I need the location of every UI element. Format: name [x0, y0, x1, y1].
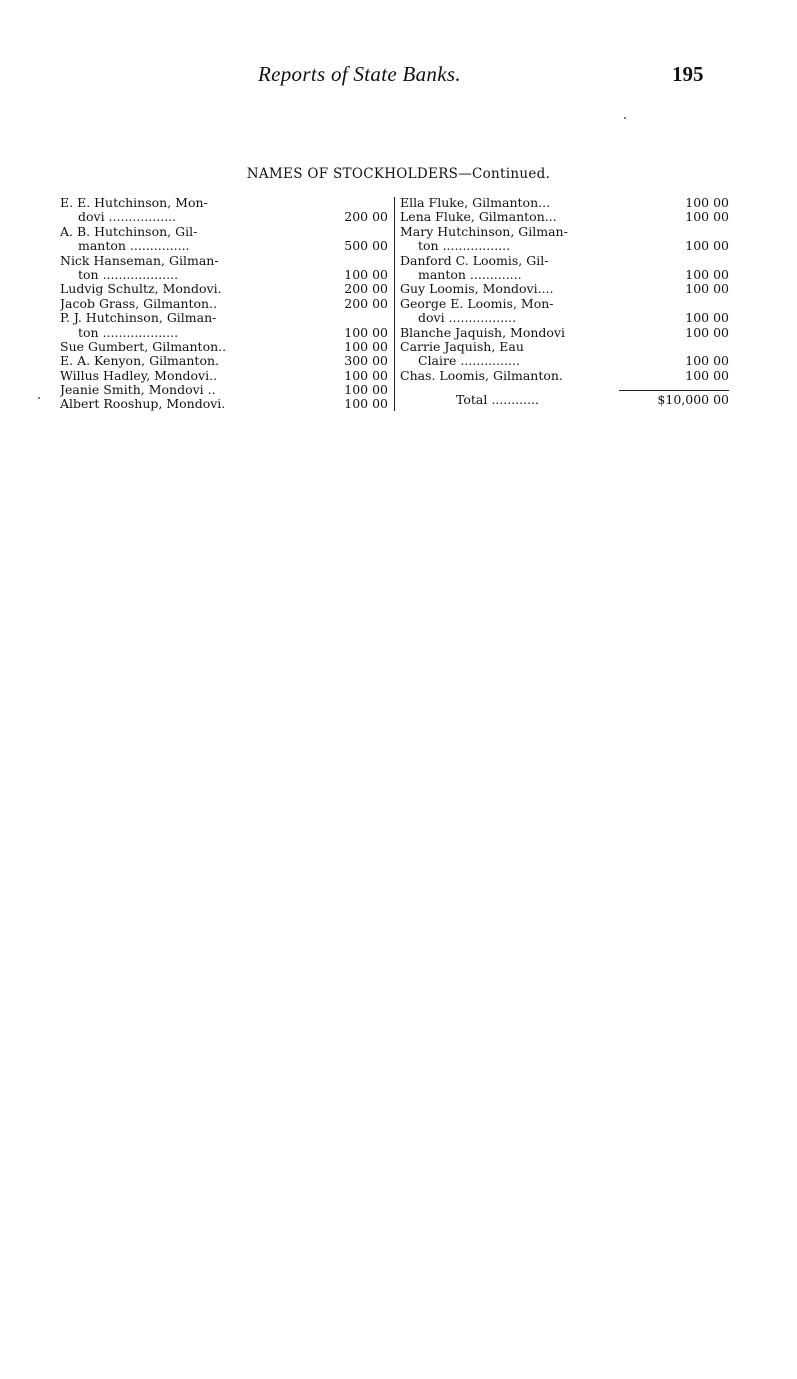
- stockholder-entry: [60, 397, 388, 411]
- stockholder-entry: [400, 225, 729, 254]
- share-amount: 100 00: [344, 367, 388, 383]
- entry-line: [400, 326, 729, 340]
- ink-speck: [624, 117, 626, 119]
- stockholder-name: Claire ...............: [418, 354, 520, 369]
- entry-line: [400, 354, 729, 368]
- share-amount: 100 00: [685, 281, 729, 297]
- stockholder-name: A. B. Hutchinson, Gil-: [60, 224, 198, 239]
- page-number: 195: [672, 62, 704, 86]
- stockholder-name: ton ...................: [78, 267, 179, 282]
- stockholder-entry: [60, 196, 388, 225]
- stockholder-entry: [60, 354, 388, 368]
- stockholder-entry: [60, 282, 388, 296]
- share-amount: 100 00: [685, 238, 729, 254]
- total-amount: $10,000 00: [657, 392, 729, 408]
- stockholder-entry: [400, 196, 729, 210]
- total-row: [400, 390, 729, 408]
- total-spacer: [400, 383, 729, 390]
- stockholder-entry: [400, 340, 729, 369]
- stockholder-name: manton .............: [418, 267, 522, 282]
- stockholder-name: ton ...................: [78, 325, 179, 340]
- entry-line: [400, 282, 729, 296]
- entry-line: [60, 239, 388, 253]
- stockholder-name: Carrie Jaquish, Eau: [400, 339, 524, 354]
- entry-line: [60, 354, 388, 368]
- entry-line: [60, 254, 388, 268]
- total-label: Total ............: [456, 392, 540, 408]
- stockholder-name: Chas. Loomis, Gilmanton.: [400, 368, 563, 383]
- entry-line: [400, 268, 729, 282]
- share-amount: 100 00: [344, 396, 388, 412]
- stockholder-name: dovi .................: [78, 210, 177, 225]
- entry-line: [400, 225, 729, 239]
- entry-line: [400, 210, 729, 224]
- stockholder-name: Guy Loomis, Mondovi....: [400, 282, 554, 297]
- share-amount: 100 00: [344, 338, 388, 354]
- entry-line: [60, 210, 388, 224]
- stockholder-entry: [400, 326, 729, 340]
- entry-line: [60, 397, 388, 411]
- entry-line: [60, 383, 388, 397]
- ink-speck: [38, 397, 40, 399]
- share-amount: 500 00: [344, 238, 388, 254]
- entry-line: [60, 297, 388, 311]
- entry-line: [60, 225, 388, 239]
- stockholder-name: Ludvig Schultz, Mondovi.: [60, 282, 222, 297]
- stockholder-entry: [400, 297, 729, 326]
- share-amount: 200 00: [344, 295, 388, 311]
- stockholder-name: P. J. Hutchinson, Gilman-: [60, 311, 217, 326]
- share-amount: 100 00: [344, 324, 388, 340]
- stockholder-name: Ella Fluke, Gilmanton...: [400, 196, 551, 210]
- running-head: [0, 62, 797, 92]
- entry-line: [400, 297, 729, 311]
- stockholder-name: E. E. Hutchinson, Mon-: [60, 196, 208, 210]
- entry-line: [400, 311, 729, 325]
- stockholder-entry: [400, 254, 729, 283]
- share-amount: 300 00: [344, 353, 388, 369]
- stockholder-name: Jeanie Smith, Mondovi ..: [60, 383, 216, 398]
- share-amount: 200 00: [344, 281, 388, 297]
- stockholder-name: ton .................: [418, 239, 511, 254]
- entry-line: [400, 369, 729, 383]
- share-amount: 100 00: [685, 367, 729, 383]
- share-amount: 100 00: [685, 310, 729, 326]
- entry-line: [60, 282, 388, 296]
- entry-line: [400, 254, 729, 268]
- share-amount: 200 00: [344, 209, 388, 225]
- entry-line: [60, 268, 388, 282]
- stockholder-name: Nick Hanseman, Gilman-: [60, 253, 219, 268]
- stockholder-entry: [60, 311, 388, 340]
- stockholder-name: Blanche Jaquish, Mondovi: [400, 325, 565, 340]
- share-amount: 100 00: [344, 266, 388, 282]
- share-amount: 100 00: [685, 209, 729, 225]
- entry-line: [400, 239, 729, 253]
- entry-line: [60, 326, 388, 340]
- stockholder-name: Lena Fluke, Gilmanton...: [400, 210, 557, 225]
- entry-line: [60, 196, 388, 210]
- stockholder-name: Sue Gumbert, Gilmanton..: [60, 339, 227, 354]
- stockholder-entry: [60, 383, 388, 397]
- entry-line: [400, 196, 729, 210]
- share-amount: 100 00: [685, 324, 729, 340]
- stockholder-entry: [60, 297, 388, 311]
- stockholder-name: E. A. Kenyon, Gilmanton.: [60, 354, 219, 369]
- stockholder-entry: [400, 210, 729, 224]
- stockholders-left-column: [60, 196, 388, 412]
- share-amount: 100 00: [685, 266, 729, 282]
- running-title: Reports of State Banks.: [258, 62, 461, 86]
- stockholder-entry: [60, 340, 388, 354]
- entry-line: [400, 340, 729, 354]
- share-amount: 100 00: [685, 195, 729, 210]
- stockholder-name: manton ...............: [78, 239, 190, 254]
- stockholder-entry: [60, 225, 388, 254]
- total-rule: [619, 390, 729, 391]
- entry-line: [60, 340, 388, 354]
- entry-line: [60, 369, 388, 383]
- stockholder-name: Danford C. Loomis, Gil-: [400, 253, 549, 268]
- stockholder-name: George E. Loomis, Mon-: [400, 296, 554, 311]
- share-amount: 100 00: [344, 382, 388, 398]
- stockholder-name: Jacob Grass, Gilmanton..: [60, 296, 218, 311]
- stockholder-entry: [60, 369, 388, 383]
- stockholder-name: Albert Rooshup, Mondovi.: [60, 397, 226, 412]
- stockholder-entry: [60, 254, 388, 283]
- column-divider: [394, 197, 395, 411]
- stockholder-entry: [400, 282, 729, 296]
- stockholder-name: Mary Hutchinson, Gilman-: [400, 224, 568, 239]
- stockholder-entry: [400, 369, 729, 383]
- section-heading: NAMES OF STOCKHOLDERS—Continued.: [246, 166, 551, 182]
- stockholder-name: Willus Hadley, Mondovi..: [60, 368, 218, 383]
- stockholders-right-column: [400, 196, 729, 408]
- stockholder-name: dovi .................: [418, 311, 517, 326]
- share-amount: 100 00: [685, 353, 729, 369]
- entry-line: [60, 311, 388, 325]
